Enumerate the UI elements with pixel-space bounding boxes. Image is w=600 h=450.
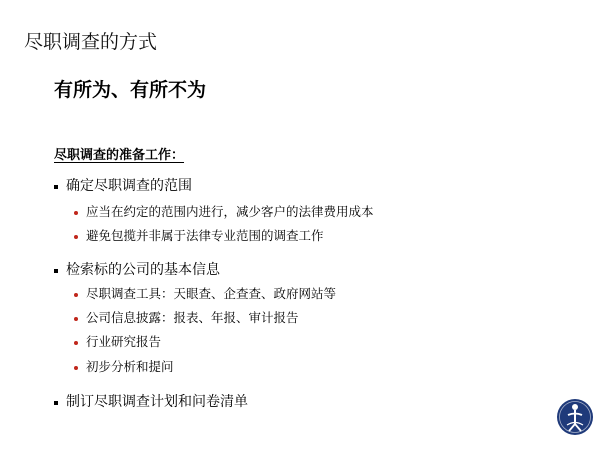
slide-title: 尽职调查的方式	[24, 31, 158, 53]
dot-bullet-icon	[74, 293, 78, 297]
sub-bullet-item	[74, 310, 299, 326]
slide-subtitle: 有所为、有所不为	[54, 79, 207, 101]
sub-bullet-label: 避免包揽并非属于法律专业范围的调查工作	[86, 228, 324, 243]
bullet-item	[54, 393, 248, 411]
logo-head	[572, 404, 578, 410]
dot-bullet-icon	[74, 341, 78, 345]
section-heading: 尽职调查的准备工作：	[54, 148, 185, 163]
square-bullet-icon	[54, 185, 58, 189]
square-bullet-icon	[54, 401, 58, 405]
sub-bullet-label: 初步分析和提问	[86, 359, 174, 374]
dot-bullet-icon	[74, 235, 78, 239]
bullet-item	[54, 177, 192, 195]
dot-bullet-icon	[74, 366, 78, 370]
bullet-label: 确定尽职调查的范围	[66, 178, 192, 194]
bullet-item	[54, 261, 220, 279]
sub-bullet-item	[74, 286, 336, 302]
bullet-label: 检索标的公司的基本信息	[66, 262, 220, 278]
sub-bullet-item	[74, 334, 161, 350]
square-bullet-icon	[54, 269, 58, 273]
sub-bullet-item	[74, 204, 374, 220]
sub-bullet-label: 公司信息披露：报表、年报、审计报告	[86, 310, 299, 325]
sub-bullet-label: 尽职调查工具：天眼查、企查查、政府网站等	[86, 286, 337, 301]
sub-bullet-item	[74, 359, 174, 375]
bullet-label: 制订尽职调查计划和问卷清单	[66, 394, 248, 410]
dot-bullet-icon	[74, 317, 78, 321]
firm-logo-icon	[556, 398, 594, 436]
dot-bullet-icon	[74, 211, 78, 215]
sub-bullet-label: 应当在约定的范围内进行，减少客户的法律费用成本	[86, 204, 374, 219]
sub-bullet-item	[74, 228, 324, 244]
sub-bullet-label: 行业研究报告	[86, 334, 162, 349]
